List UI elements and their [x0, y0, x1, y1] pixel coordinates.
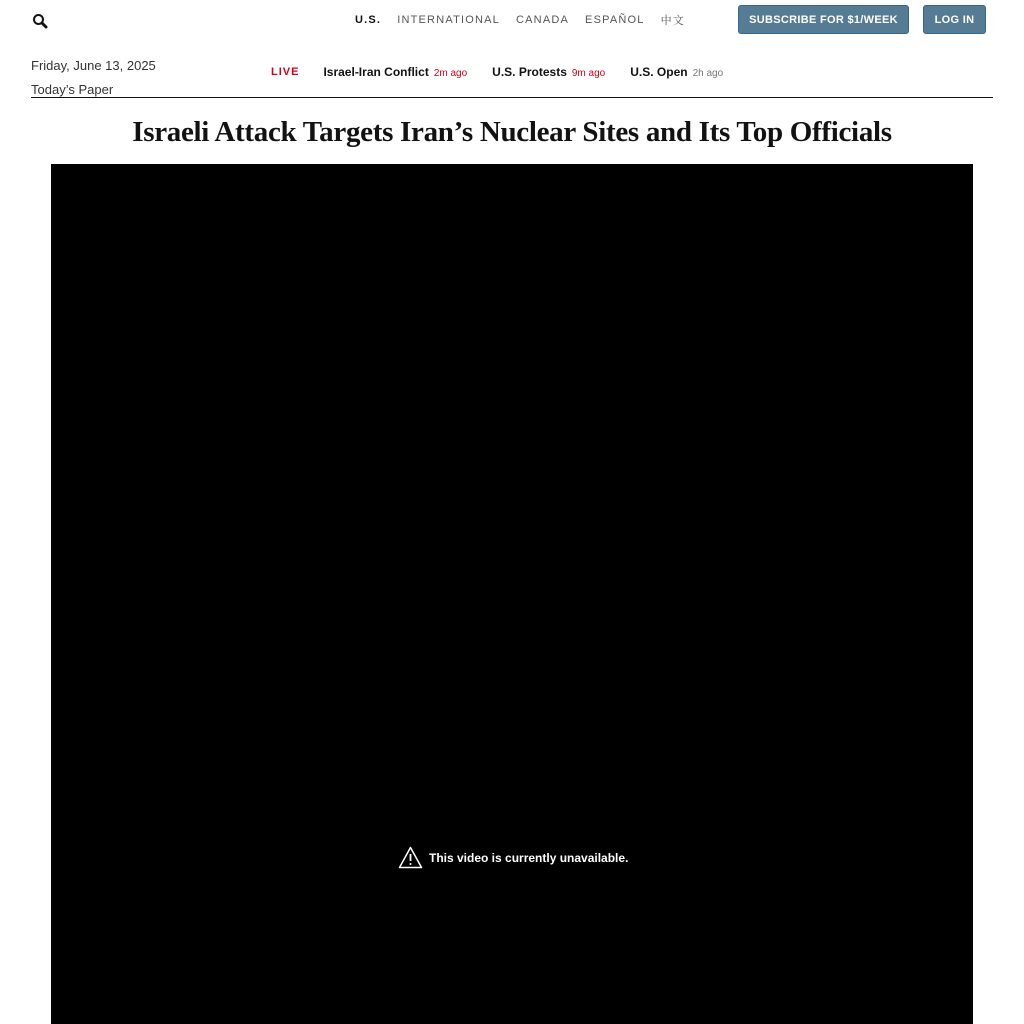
- current-date: Friday, June 13, 2025: [31, 58, 156, 73]
- live-label: LIVE: [271, 66, 300, 78]
- video-message-text: This video is currently unavailable.: [429, 850, 629, 865]
- masthead-date-block: [31, 54, 156, 102]
- todays-paper-link[interactable]: Today’s Paper: [31, 82, 114, 97]
- edition-nav: [355, 13, 701, 27]
- search-icon: [32, 13, 50, 31]
- live-item-us-open[interactable]: [630, 65, 723, 79]
- edition-link-international[interactable]: INTERNATIONAL: [397, 14, 500, 26]
- edition-link-chinese[interactable]: 中文: [660, 15, 686, 27]
- live-item-time: 9m ago: [571, 68, 606, 79]
- live-item-topic: U.S. Open: [630, 65, 688, 79]
- live-item-time: 2h ago: [692, 68, 724, 79]
- live-item-topic: Israel-Iran Conflict: [323, 65, 429, 79]
- edition-link-us[interactable]: U.S.: [355, 14, 382, 26]
- subscribe-button[interactable]: SUBSCRIBE FOR $1/WEEK: [738, 5, 909, 34]
- article-headline[interactable]: Israeli Attack Targets Iran’s Nuclear Sites and Its Top Officials: [132, 116, 892, 148]
- search-button[interactable]: [32, 13, 50, 31]
- warning-icon: [398, 846, 423, 869]
- video-player[interactable]: [51, 164, 973, 1024]
- live-item-israel-iran[interactable]: [323, 65, 467, 79]
- live-item-topic: U.S. Protests: [492, 65, 567, 79]
- live-bar: [271, 63, 748, 81]
- live-item-time: 2m ago: [433, 68, 468, 79]
- video-unavailable-message: [398, 846, 628, 869]
- edition-link-canada[interactable]: CANADA: [516, 14, 570, 26]
- live-item-us-protests[interactable]: [492, 65, 605, 79]
- edition-link-espanol[interactable]: ESPAÑOL: [585, 14, 645, 26]
- header-divider: [31, 97, 993, 98]
- login-button[interactable]: LOG IN: [923, 5, 986, 34]
